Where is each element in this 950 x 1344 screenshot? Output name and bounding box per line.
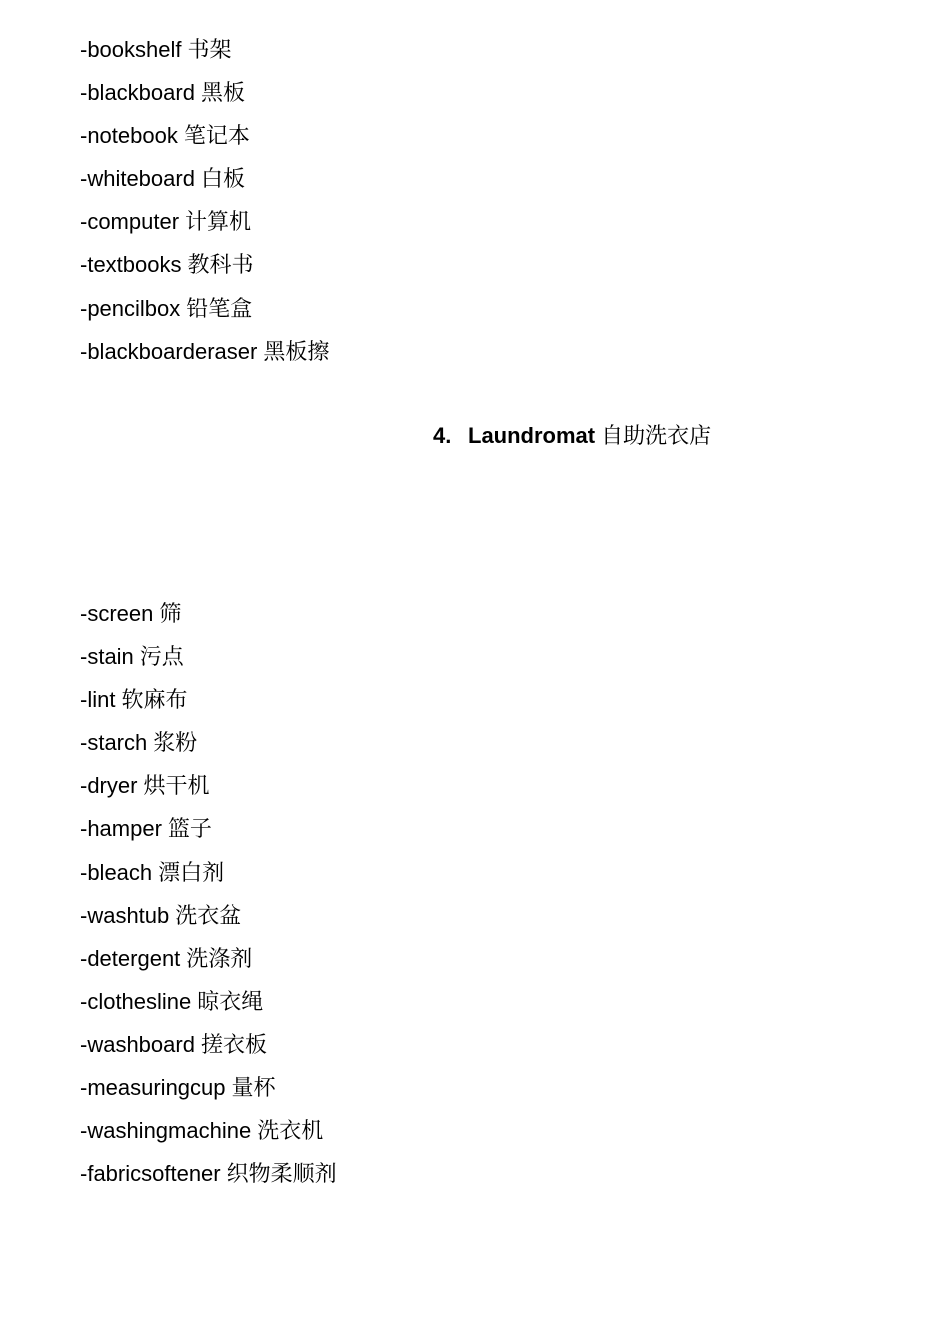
section-title-english: Laundromat <box>468 423 596 448</box>
vocab-english: -dryer <box>80 773 138 799</box>
vocab-item <box>80 243 329 286</box>
vocab-chinese: 污点 <box>139 644 184 670</box>
vocab-item <box>80 1023 337 1066</box>
section-title-chinese: 自助洗衣店 <box>601 423 712 448</box>
vocab-chinese: 漂白剂 <box>158 859 225 885</box>
vocab-english: -detergent <box>80 945 181 971</box>
vocab-english: -blackboard <box>80 80 195 106</box>
vocab-english: -whiteboard <box>80 166 195 192</box>
vocab-item <box>80 1066 337 1109</box>
vocab-english: -washboard <box>80 1031 195 1057</box>
vocab-chinese: 洗衣盆 <box>175 902 242 928</box>
vocab-item <box>80 635 337 678</box>
vocab-english: -pencilbox <box>80 295 181 321</box>
vocab-english: -washingmachine <box>80 1118 252 1144</box>
vocab-english: -textbooks <box>80 252 182 278</box>
vocab-item <box>80 937 337 980</box>
section-heading <box>433 414 711 457</box>
vocab-english: -lint <box>80 687 116 713</box>
vocab-item <box>80 114 329 157</box>
vocab-english: -fabricsoftener <box>80 1161 221 1187</box>
vocab-english: -computer <box>80 209 180 235</box>
vocab-list-laundromat <box>80 592 337 1195</box>
vocab-chinese: 洗涤剂 <box>186 945 253 971</box>
vocab-item <box>80 330 329 373</box>
vocab-chinese: 量杯 <box>231 1075 276 1101</box>
vocab-english: -starch <box>80 730 148 756</box>
vocab-item <box>80 764 337 807</box>
vocab-chinese: 黑板擦 <box>263 338 330 364</box>
vocab-chinese: 篮子 <box>167 816 212 842</box>
vocab-item <box>80 71 329 114</box>
vocab-chinese: 晾衣绳 <box>197 988 264 1014</box>
vocab-chinese: 计算机 <box>185 209 252 235</box>
vocab-item <box>80 157 329 200</box>
section-number: 4. <box>433 423 452 448</box>
vocab-item <box>80 807 337 850</box>
vocab-english: -blackboarderaser <box>80 338 258 364</box>
vocab-english: -stain <box>80 644 134 670</box>
vocab-english: -bookshelf <box>80 37 182 62</box>
vocab-chinese: 教科书 <box>187 252 254 278</box>
vocab-chinese: 书架 <box>187 37 232 62</box>
vocab-list-classroom <box>80 28 329 373</box>
vocab-english: -bleach <box>80 859 153 885</box>
vocab-item <box>80 980 337 1023</box>
vocab-chinese: 白板 <box>200 166 245 192</box>
vocab-chinese: 烘干机 <box>143 773 210 799</box>
vocab-chinese: 搓衣板 <box>200 1031 267 1057</box>
vocab-english: -notebook <box>80 123 178 149</box>
vocab-english: -measuringcup <box>80 1075 226 1101</box>
vocab-item <box>80 894 337 937</box>
vocab-chinese: 笔记本 <box>183 123 250 149</box>
vocab-chinese: 铅笔盒 <box>186 295 253 321</box>
vocab-chinese: 织物柔顺剂 <box>226 1161 337 1187</box>
vocab-english: -hamper <box>80 816 162 842</box>
vocab-item <box>80 678 337 721</box>
vocab-item <box>80 1152 337 1195</box>
vocab-item <box>80 851 337 894</box>
vocab-chinese: 浆粉 <box>153 730 198 756</box>
vocab-chinese: 软麻布 <box>121 687 188 713</box>
vocab-item <box>80 28 329 71</box>
vocab-english: -washtub <box>80 902 170 928</box>
vocab-item <box>80 721 337 764</box>
vocab-english: -screen <box>80 601 154 626</box>
vocab-chinese: 黑板 <box>200 80 245 106</box>
vocab-item <box>80 287 329 330</box>
vocab-item <box>80 200 329 243</box>
vocab-english: -clothesline <box>80 988 192 1014</box>
vocab-item <box>80 1109 337 1152</box>
vocab-chinese: 洗衣机 <box>257 1118 324 1144</box>
vocab-chinese: 筛 <box>159 601 182 626</box>
vocab-item <box>80 592 337 635</box>
